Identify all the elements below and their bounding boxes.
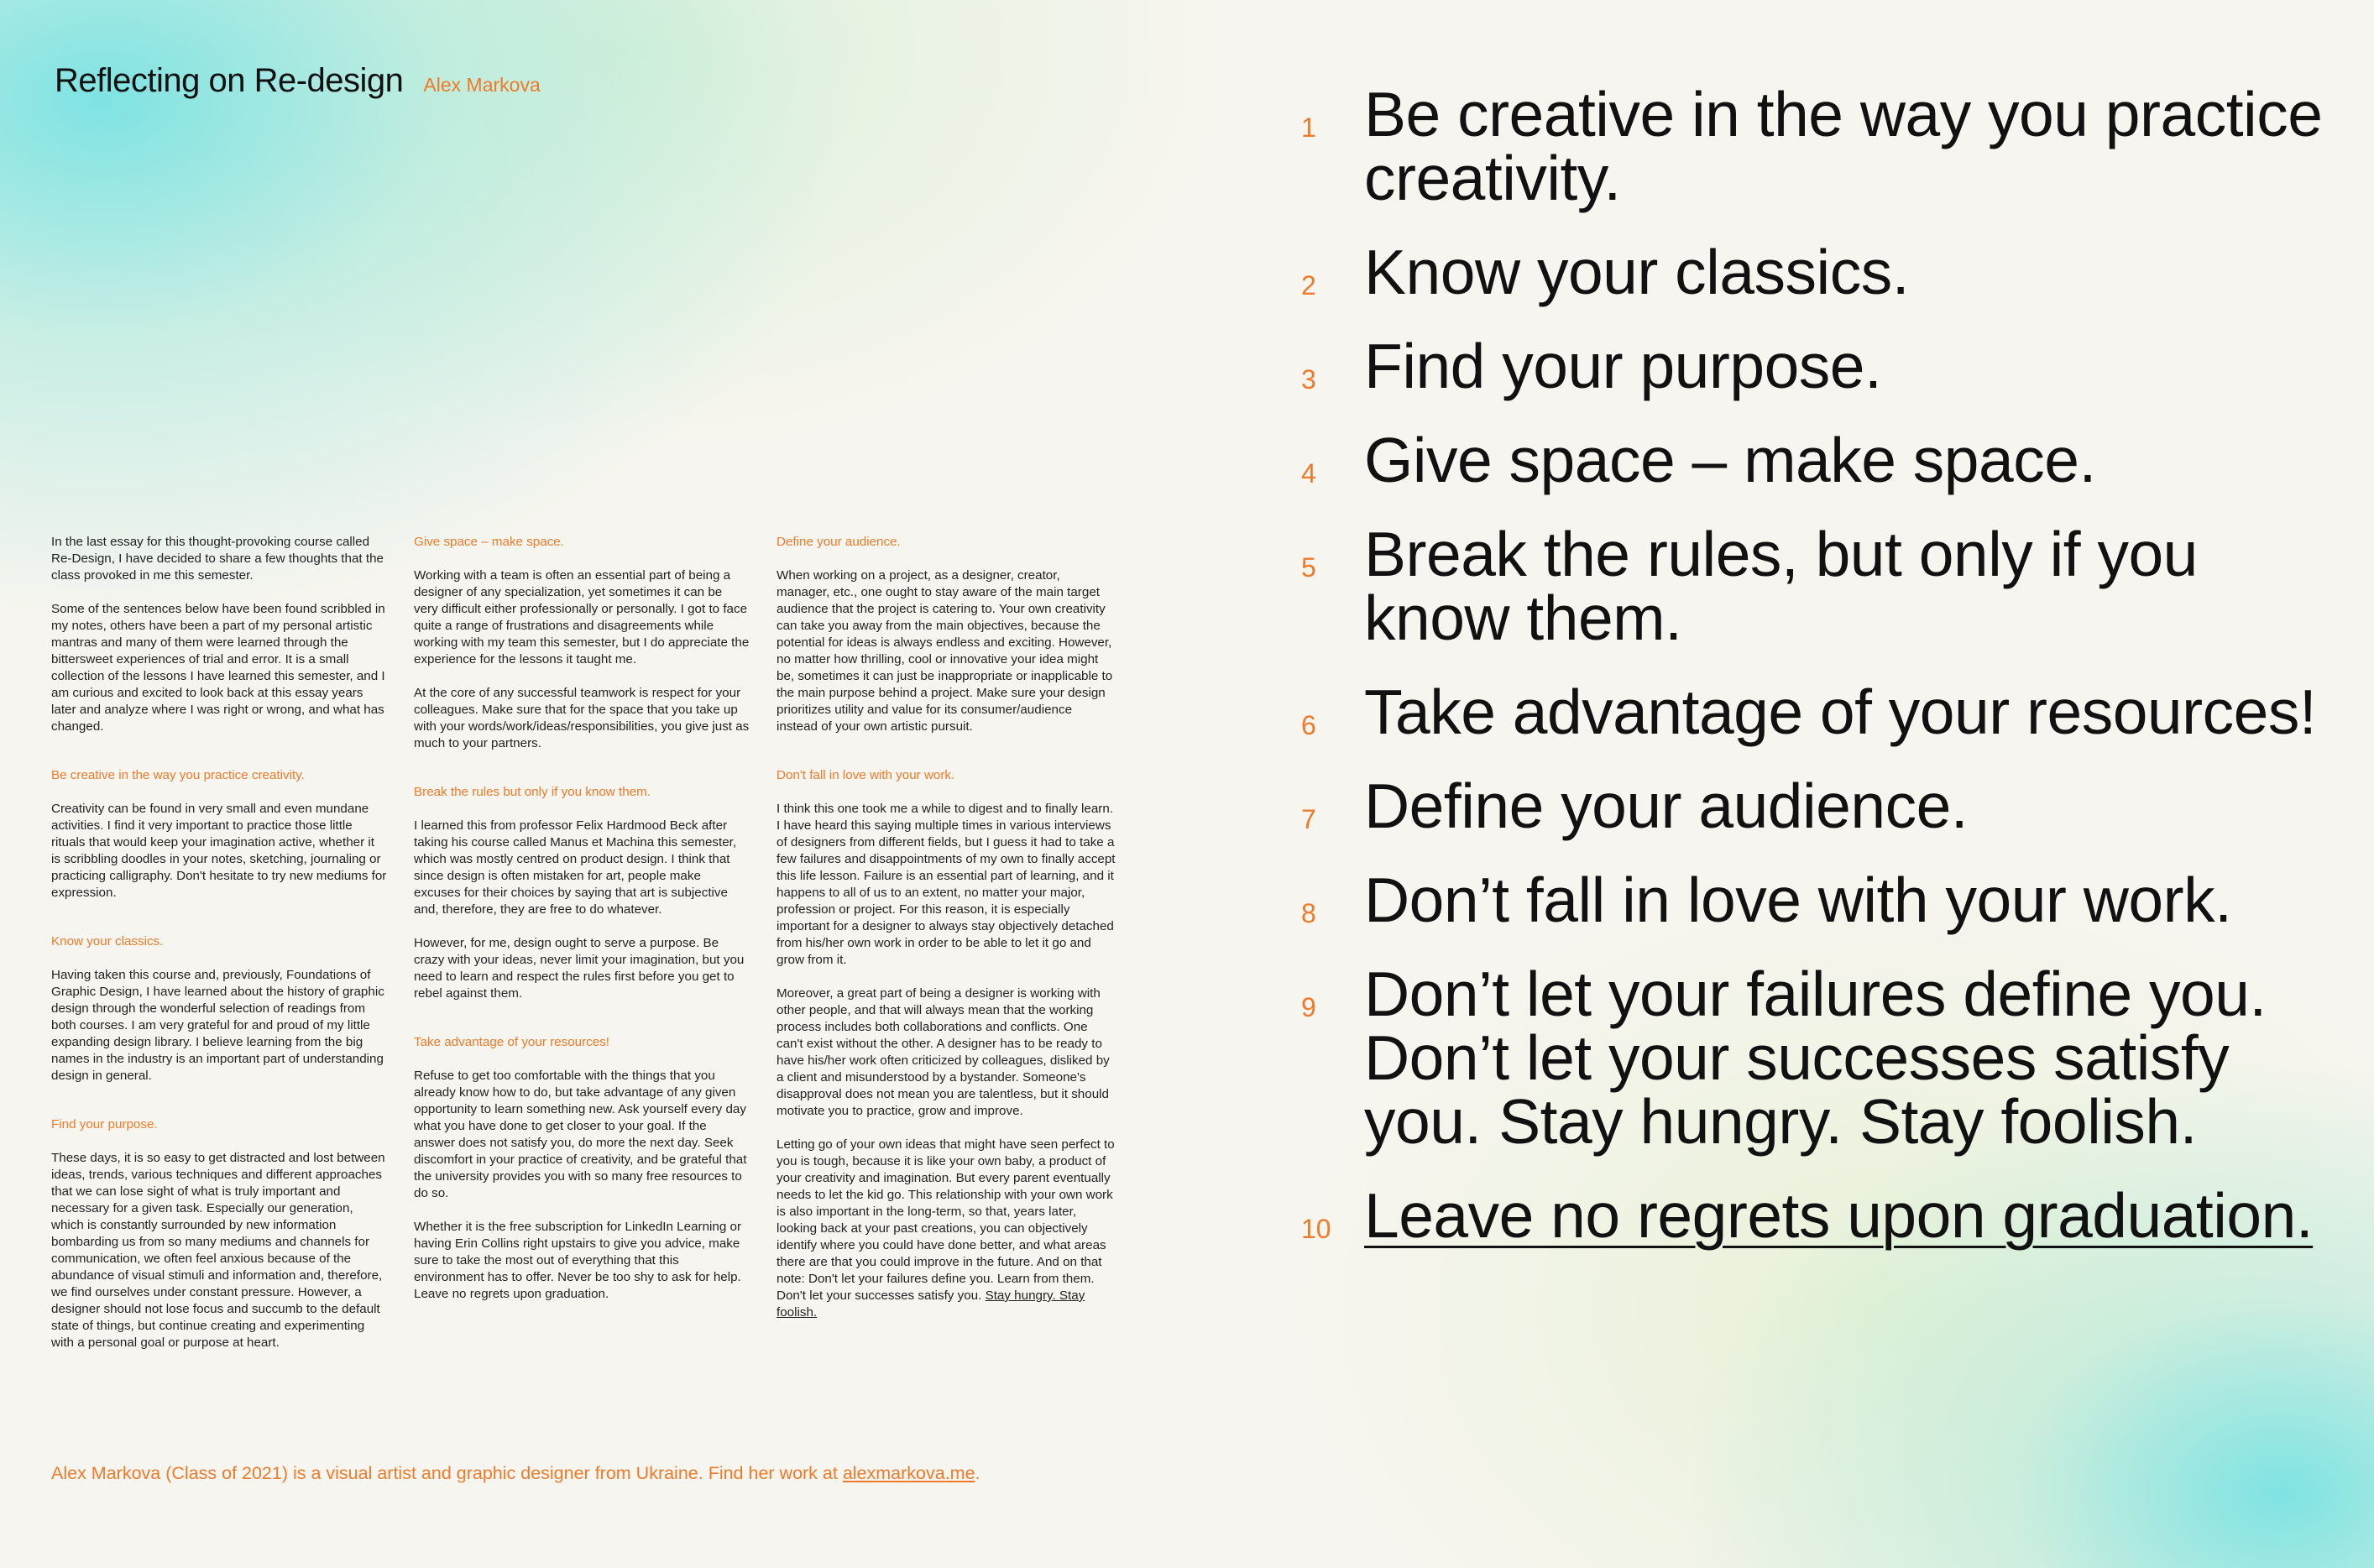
author-byline: Alex Markova — [423, 74, 541, 96]
section-heading: Give space – make space. — [414, 535, 564, 549]
rule-item — [1301, 1180, 2334, 1251]
essay-section — [777, 534, 1116, 735]
section-paragraph: Working with a team is often an essential part of being a designer of any specialization, yet sometimes it can be very difficult either professionally or personally. I got to face quite a range of frustrations and disagreements while working with my team this semester, but I do appreciate the experience for the lessons it taught me. — [414, 568, 750, 666]
essay-column-2 — [414, 534, 750, 1320]
rule-text: Give space – make space. — [1364, 425, 2096, 495]
underlined-phrase: Stay hungry. Stay foolish. — [777, 1288, 1085, 1320]
rule-item — [1301, 425, 2334, 495]
rule-number: 6 — [1301, 710, 1316, 740]
intro-paragraph: In the last essay for this thought-provoking course called Re-Design, I have decided to share a few thoughts that the class provoked in me this semester. — [51, 535, 384, 583]
rules-list — [1301, 79, 2334, 1278]
essay-section — [51, 767, 387, 902]
portfolio-link[interactable]: alexmarkova.me — [842, 1463, 975, 1483]
section-heading: Know your classics. — [51, 934, 164, 949]
section-paragraph: I think this one took me a while to digest and to finally learn. I have heard this saying multiple times in various interviews of designers from different fields, but I guess it had to take a few failures and disappointments of my own to finally accept this life lesson. Failure is an essential part of learning, and it happens to all of us to an extent, no matter your major, profession or project. For this reason, it is especially important for a designer to always stay objectively detached from his/her own work in order to be able to let it go and grow from it. — [777, 802, 1116, 967]
author-bio — [51, 1463, 980, 1484]
rule-text: Break the rules, but only if you know them. — [1364, 519, 2198, 653]
rule-text: Know your classics. — [1364, 237, 1910, 307]
intro-paragraph: Some of the sentences below have been found scribbled in my notes, others have been a part of my personal artistic mantras and many of them were learned through the bittersweet experiences of trial and error. It is a small collection of the lessons I have learned this semester, and I am curious and excited to look back at this essay years later and analyze where I was right or wrong, and what has changed. — [51, 602, 385, 734]
rule-number: 7 — [1301, 804, 1316, 834]
section-heading: Break the rules but only if you know them. — [414, 785, 651, 799]
rule-item — [1301, 331, 2334, 401]
rule-text: Define your audience. — [1364, 771, 1969, 841]
essay-section — [777, 767, 1116, 1321]
essay-column-3 — [777, 534, 1116, 1338]
section-paragraph: Creativity can be found in very small and even mundane activities. I find it very important to practice those little rituals that would keep your imagination active, whether it is scribbling doodles in your notes, sketching, journaling or practicing calligraphy. Don't hesitate to try new mediums for expression. — [51, 802, 387, 900]
rule-text: Don’t let your failures define you. Don’t let your successes satisfy you. Stay hungry. Stay foolish. — [1364, 959, 2267, 1157]
section-heading: Find your purpose. — [51, 1117, 158, 1132]
section-paragraph: These days, it is so easy to get distracted and lost between ideas, trends, various techniques and different approaches that we can lose sight of what is truly important and necessary for a given task. Especially our generation, which is constantly surrounded by new information bombarding us from so many mediums and channels for communication, we often feel anxious because of the abundance of visual stimuli and information and, therefore, we find ourselves under constant pressure. However, a designer should not lose focus and succumb to the default state of things, but continue creating and experimenting with a personal goal or purpose at heart. — [51, 1151, 385, 1350]
rule-text: Be creative in the way you practice creativity. — [1364, 79, 2323, 213]
section-heading: Take advantage of your resources! — [414, 1035, 610, 1049]
section-heading: Be creative in the way you practice creativity. — [51, 768, 305, 782]
essay-section — [51, 933, 387, 1085]
essay-section — [51, 1116, 387, 1351]
rule-number: 10 — [1301, 1214, 1331, 1244]
rule-number: 8 — [1301, 898, 1316, 928]
section-paragraph: At the core of any successful teamwork is respect for your colleagues. Make sure that for the space that you take up with your words/work/ideas/responsibilities, you give just as much to your partners. — [414, 686, 750, 750]
section-paragraph-text: Letting go of your own ideas that might have seen perfect to you is tough, because it is like your own baby, a product of your creativity and imagination. But every parent eventually needs to let the kid go. This relationship with your own work is also important in the long-term, so that, years later, looking back at your past creations, you can objectively identify where you could have done better, and what areas there are that you could improve in the future. And on that note: Don't let your failures define you. Learn from them. Don't let your successes satisfy you. — [777, 1137, 1115, 1303]
rule-item — [1301, 519, 2334, 653]
rule-item — [1301, 237, 2334, 307]
rule-text: Find your purpose. — [1364, 331, 1882, 401]
page-title: Reflecting on Re-design — [55, 62, 404, 99]
section-paragraph: Having taken this course and, previously, Foundations of Graphic Design, I have learned about the history of graphic design through the wonderful selection of readings from both courses. I am very grateful for and proud of my little expanding design library. I believe learning from the big names in the industry is an important part of understanding design in general. — [51, 968, 384, 1083]
page-header — [55, 62, 541, 100]
rule-item — [1301, 959, 2334, 1157]
section-paragraph: Moreover, a great part of being a designer is working with other people, and that will always mean that the working process includes both collaborations and conflicts. One can't exist without the other. A designer has to be ready to have his/her work often criticized by colleagues, disliked by a client and misunderstood by a bystander. Someone's disapproval does not mean you are talentless, but it should motivate you to practice, grow and improve. — [777, 986, 1110, 1118]
rule-number: 2 — [1301, 270, 1316, 301]
author-bio-end: . — [975, 1463, 980, 1483]
rule-number: 1 — [1301, 112, 1316, 143]
section-paragraph — [777, 1137, 1116, 1321]
rule-item — [1301, 771, 2334, 841]
essay-section — [414, 534, 750, 752]
rule-number: 3 — [1301, 364, 1316, 395]
section-paragraph: I learned this from professor Felix Hardmood Beck after taking his course called Manus et Machina this semester, which was mostly centred on product design. I think that since design is often mistaken for art, people make excuses for their choices by saying that art is subjective and, therefore, they are free to do whatever. — [414, 818, 737, 917]
section-heading: Don't fall in love with your work. — [777, 768, 955, 782]
rule-text: Take advantage of your resources! — [1364, 677, 2317, 747]
rule-item — [1301, 865, 2334, 935]
rule-number: 4 — [1301, 458, 1316, 489]
section-paragraph: However, for me, design ought to serve a purpose. Be crazy with your ideas, never limit your imagination, but you need to learn and respect the rules first before you get to rebel against them. — [414, 936, 745, 1001]
essay-column-1 — [51, 534, 387, 1368]
section-paragraph: When working on a project, as a designer, creator, manager, etc., one ought to stay aware of the main target audience that the project is catering to. Your own creativity can take you away from the main objectives, because the potential for ideas is always endless and exciting. However, no matter how thrilling, cool or innovative your idea might be, sometimes it can just be inappropriate or inapplicable to the main purpose behind a project. Make sure your design prioritizes utility and value for its consumer/audience instead of your own artistic pursuit. — [777, 568, 1113, 734]
rule-item — [1301, 677, 2334, 747]
section-paragraph: Refuse to get too comfortable with the things that you already know how to do, but take advantage of any given opportunity to learn something new. Ask yourself every day what you have done to get closer to your goal. If the answer does not satisfy you, do more the next day. Seek discomfort in your practice of creativity, and be grateful that the university provides you with so many free resources to do so. — [414, 1069, 747, 1200]
essay-section — [414, 1034, 750, 1303]
rule-text: Leave no regrets upon graduation. — [1364, 1180, 2314, 1251]
section-paragraph: Whether it is the free subscription for LinkedIn Learning or having Erin Collins right upstairs to give you advice, make sure to take the most out of everything that this environment has to offer. Never be too shy to ask for help. Leave no regrets upon graduation. — [414, 1220, 742, 1301]
rule-item — [1301, 79, 2334, 213]
author-bio-text: Alex Markova (Class of 2021) is a visual artist and graphic designer from Ukraine. Find her work at — [51, 1463, 843, 1483]
rule-text: Don’t fall in love with your work. — [1364, 865, 2232, 935]
essay-section — [414, 784, 750, 1002]
rule-number: 9 — [1301, 992, 1316, 1022]
rule-number: 5 — [1301, 552, 1316, 583]
section-heading: Define your audience. — [777, 535, 901, 549]
